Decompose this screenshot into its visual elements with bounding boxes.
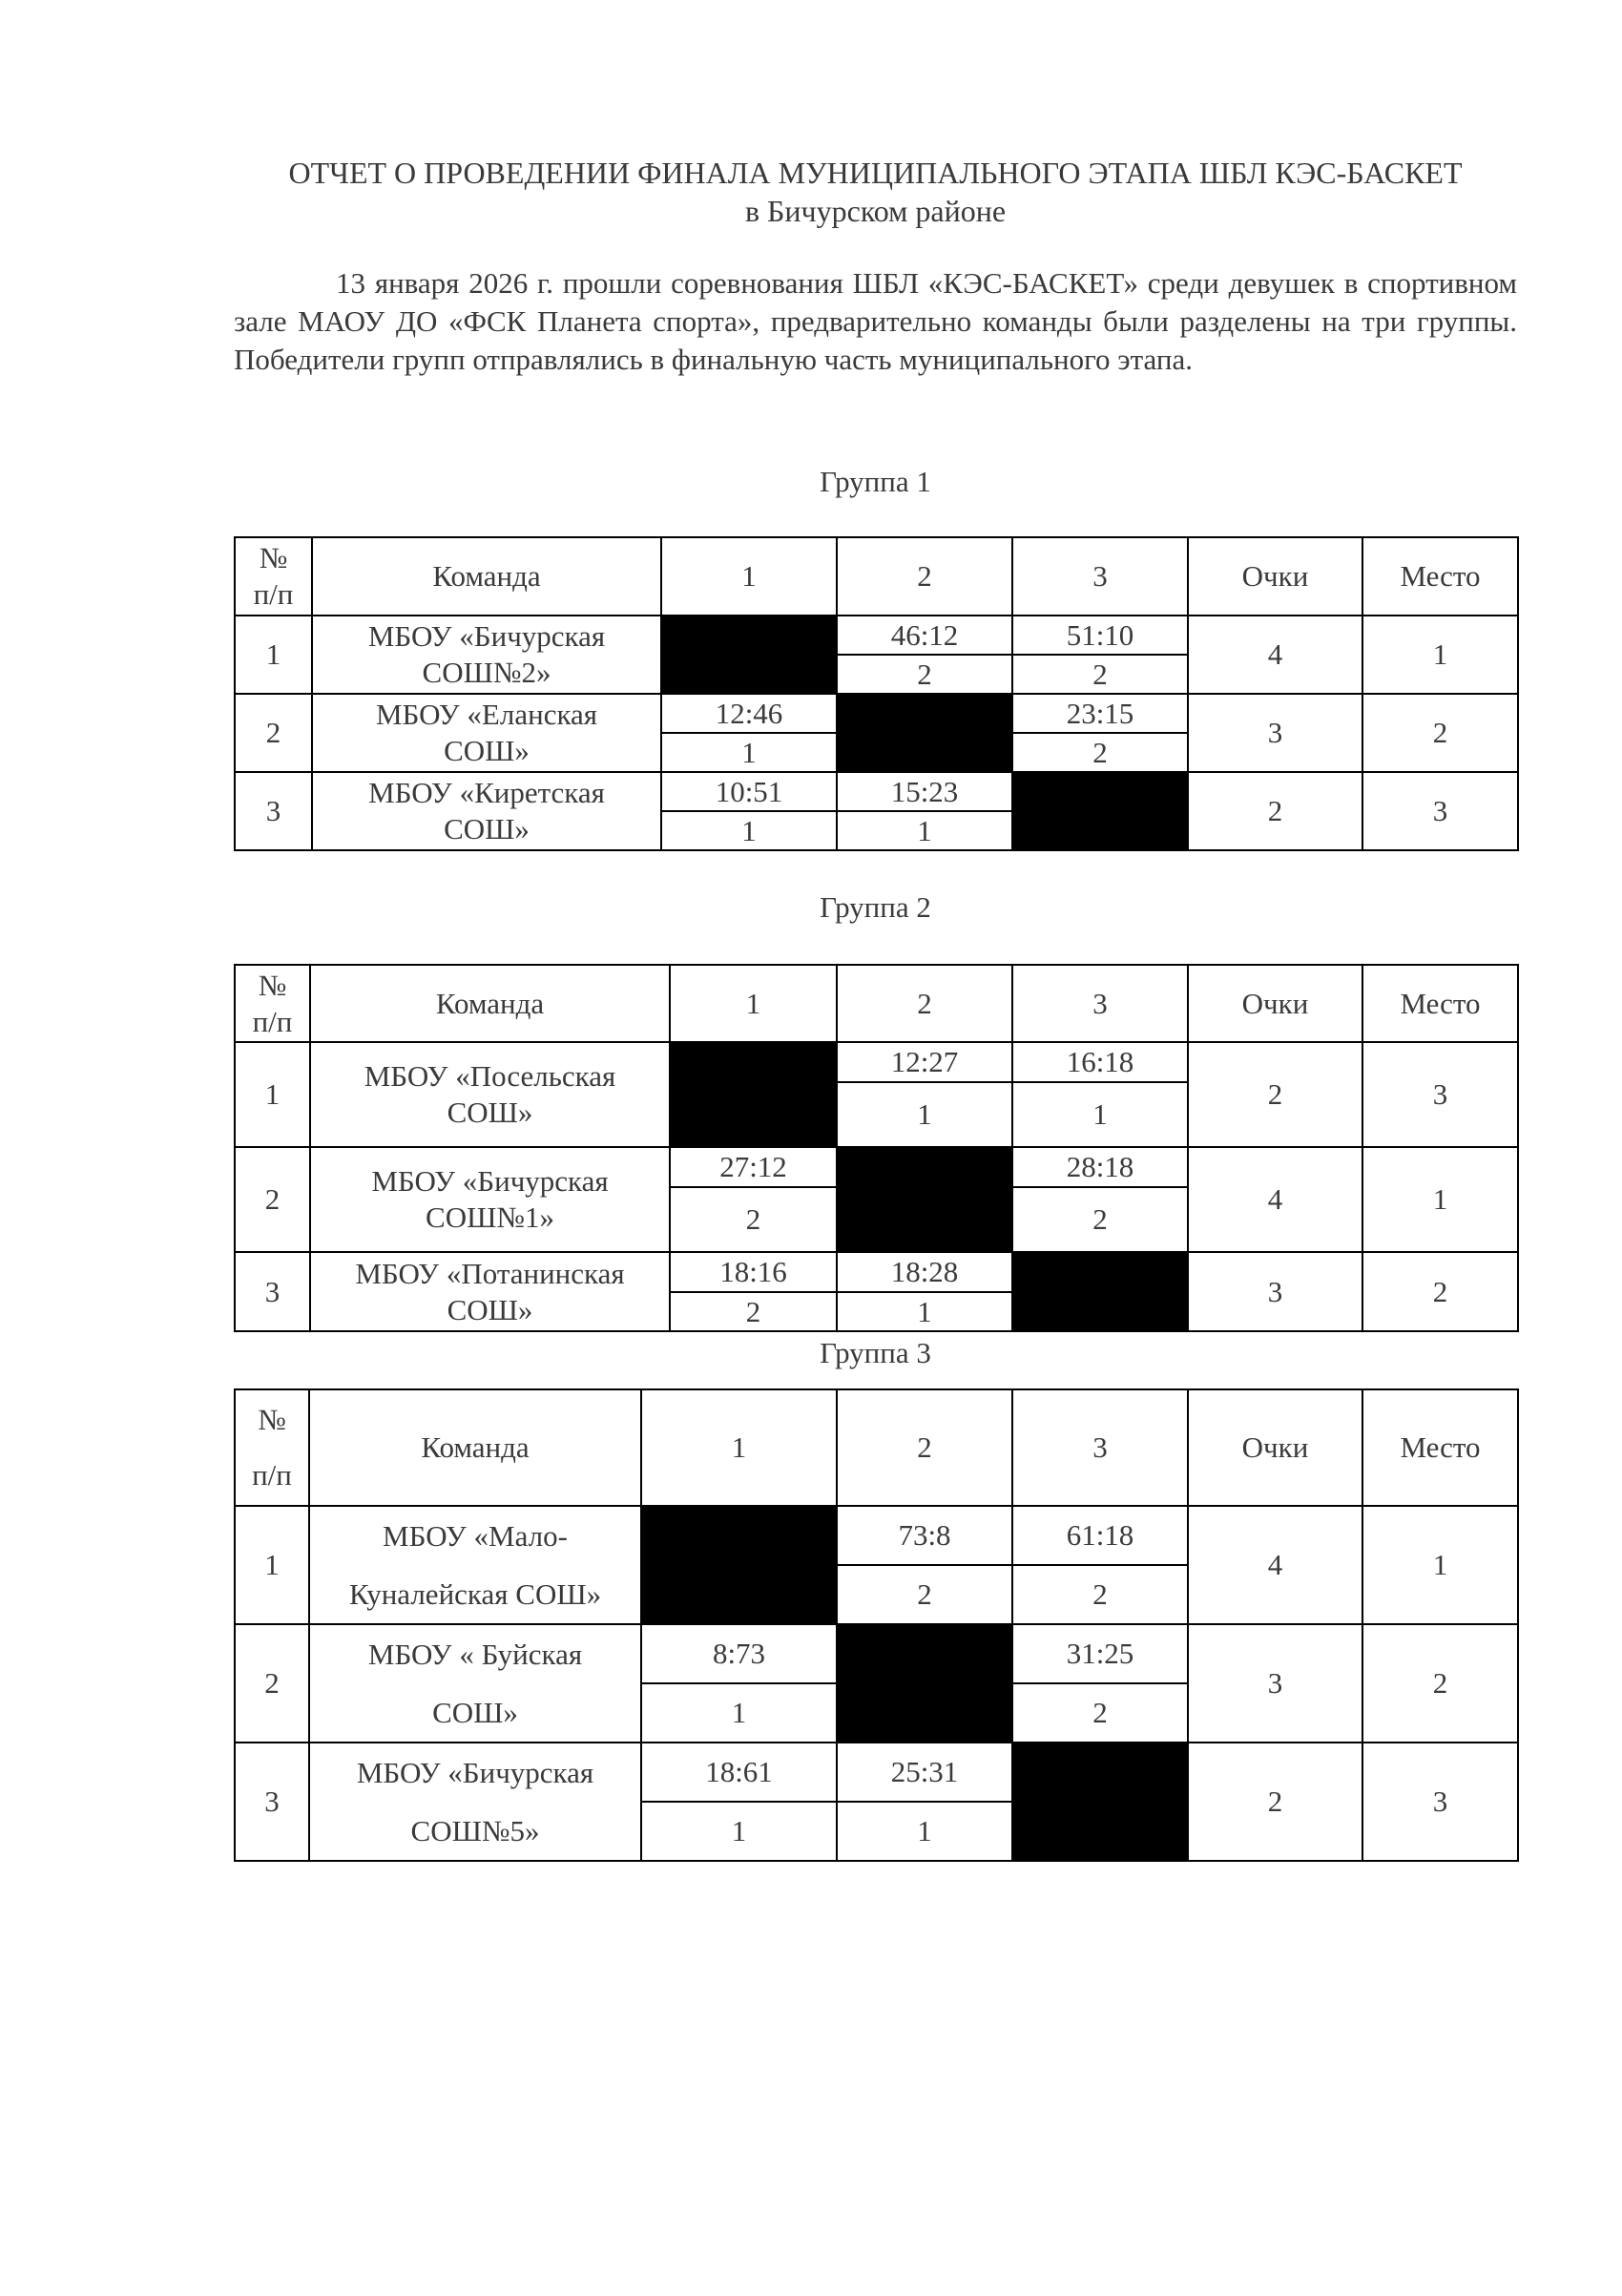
match-score: 18:28 bbox=[837, 1252, 1012, 1292]
team-place: 3 bbox=[1362, 772, 1518, 850]
team-place: 3 bbox=[1362, 1743, 1518, 1861]
match-points: 1 bbox=[837, 1082, 1012, 1147]
header-col-2: 2 bbox=[837, 1389, 1012, 1506]
team-name: МБОУ « Буйская СОШ» bbox=[309, 1624, 641, 1743]
match-points: 1 bbox=[661, 811, 837, 850]
team-place: 2 bbox=[1362, 694, 1518, 772]
table-row bbox=[235, 1743, 1518, 1802]
match-score: 73:8 bbox=[837, 1506, 1012, 1565]
team-points: 3 bbox=[1188, 694, 1362, 772]
match-points: 2 bbox=[837, 1565, 1012, 1624]
group-3-table bbox=[234, 1388, 1519, 1862]
self-match-cell bbox=[837, 1624, 1012, 1743]
header-num: № п/п bbox=[235, 1389, 309, 1506]
table-header-row bbox=[235, 965, 1518, 1042]
table-row bbox=[235, 1042, 1518, 1082]
team-points: 4 bbox=[1188, 616, 1362, 694]
team-points: 2 bbox=[1188, 772, 1362, 850]
match-points: 1 bbox=[837, 1292, 1012, 1331]
header-col-2: 2 bbox=[837, 965, 1012, 1042]
match-score: 12:27 bbox=[837, 1042, 1012, 1082]
header-col-3: 3 bbox=[1012, 965, 1188, 1042]
team-points: 2 bbox=[1188, 1743, 1362, 1861]
match-score: 18:16 bbox=[670, 1252, 837, 1292]
match-score: 10:51 bbox=[661, 772, 837, 811]
row-num: 1 bbox=[235, 1506, 309, 1624]
team-place: 1 bbox=[1362, 1147, 1518, 1252]
match-score: 46:12 bbox=[837, 616, 1012, 655]
header-place: Место bbox=[1362, 537, 1518, 616]
match-score: 31:25 bbox=[1012, 1624, 1188, 1683]
team-points: 4 bbox=[1188, 1506, 1362, 1624]
team-name: МБОУ «Потанинская СОШ» bbox=[310, 1252, 670, 1331]
team-name: МБОУ «Еланская СОШ» bbox=[312, 694, 661, 772]
row-num: 2 bbox=[235, 1147, 310, 1252]
table-row bbox=[235, 1506, 1518, 1565]
match-points: 2 bbox=[1012, 733, 1188, 772]
self-match-cell bbox=[670, 1042, 837, 1147]
match-points: 1 bbox=[661, 733, 837, 772]
team-name: МБОУ «Бичурская СОШ№2» bbox=[312, 616, 661, 694]
group-2-title: Группа 2 bbox=[820, 890, 931, 924]
row-num: 3 bbox=[235, 1252, 310, 1331]
match-score: 27:12 bbox=[670, 1147, 837, 1187]
header-team: Команда bbox=[309, 1389, 641, 1506]
team-name: МБОУ «Бичурская СОШ№1» bbox=[310, 1147, 670, 1252]
team-place: 2 bbox=[1362, 1252, 1518, 1331]
match-score: 28:18 bbox=[1012, 1147, 1188, 1187]
team-points: 3 bbox=[1188, 1252, 1362, 1331]
team-place: 1 bbox=[1362, 1506, 1518, 1624]
match-score: 61:18 bbox=[1012, 1506, 1188, 1565]
match-points: 1 bbox=[837, 811, 1012, 850]
row-num: 1 bbox=[235, 616, 312, 694]
match-points: 2 bbox=[1012, 1187, 1188, 1252]
team-place: 3 bbox=[1362, 1042, 1518, 1147]
intro-paragraph: 13 января 2026 г. прошли соревнования ШБЛ «КЭС-БАСКЕТ» среди девушек в спортивном зале МАОУ ДО «ФСК Планета спорта», предварительно команды были разделены на три группы. Победители групп отправлялись в финальную часть муниципального этапа. bbox=[234, 266, 1517, 376]
header-points: Очки bbox=[1188, 1389, 1362, 1506]
table-row bbox=[235, 1624, 1518, 1683]
self-match-cell bbox=[661, 616, 837, 694]
table-header-row bbox=[235, 1389, 1518, 1506]
row-num: 1 bbox=[235, 1042, 310, 1147]
self-match-cell bbox=[641, 1506, 837, 1624]
team-points: 3 bbox=[1188, 1624, 1362, 1743]
header-place: Место bbox=[1362, 1389, 1518, 1506]
match-points: 2 bbox=[1012, 1683, 1188, 1743]
row-num: 2 bbox=[235, 694, 312, 772]
row-num: 2 bbox=[235, 1624, 309, 1743]
match-points: 1 bbox=[837, 1802, 1012, 1861]
match-points: 1 bbox=[1012, 1082, 1188, 1147]
match-score: 16:18 bbox=[1012, 1042, 1188, 1082]
table-row bbox=[235, 1252, 1518, 1292]
self-match-cell bbox=[1012, 772, 1188, 850]
match-points: 1 bbox=[641, 1802, 837, 1861]
header-team: Команда bbox=[312, 537, 661, 616]
header-points: Очки bbox=[1188, 965, 1362, 1042]
match-points: 2 bbox=[1012, 655, 1188, 694]
team-points: 2 bbox=[1188, 1042, 1362, 1147]
header-col-1: 1 bbox=[661, 537, 837, 616]
report-subtitle: в Бичурском районе bbox=[744, 194, 1007, 228]
header-col-1: 1 bbox=[641, 1389, 837, 1506]
team-points: 4 bbox=[1188, 1147, 1362, 1252]
header-place: Место bbox=[1362, 965, 1518, 1042]
group-1-title: Группа 1 bbox=[820, 465, 931, 498]
team-place: 2 bbox=[1362, 1624, 1518, 1743]
team-name: МБОУ «Мало- Куналейская СОШ» bbox=[309, 1506, 641, 1624]
match-score: 51:10 bbox=[1012, 616, 1188, 655]
header-col-3: 3 bbox=[1012, 537, 1188, 616]
self-match-cell bbox=[1012, 1743, 1188, 1861]
team-place: 1 bbox=[1362, 616, 1518, 694]
table-row bbox=[235, 616, 1518, 655]
match-points: 2 bbox=[837, 655, 1012, 694]
team-name: МБОУ «Киретская СОШ» bbox=[312, 772, 661, 850]
header-col-3: 3 bbox=[1012, 1389, 1188, 1506]
group-3-title: Группа 3 bbox=[820, 1336, 931, 1369]
table-header-row bbox=[235, 537, 1518, 616]
table-row bbox=[235, 772, 1518, 811]
self-match-cell bbox=[837, 694, 1012, 772]
group-1-table bbox=[234, 536, 1519, 851]
row-num: 3 bbox=[235, 772, 312, 850]
match-score: 8:73 bbox=[641, 1624, 837, 1683]
report-title: ОТЧЕТ О ПРОВЕДЕНИИ ФИНАЛА МУНИЦИПАЛЬНОГО ЭТАПА ШБЛ КЭС-БАСКЕТ bbox=[288, 156, 1463, 190]
team-name: МБОУ «Посельская СОШ» bbox=[310, 1042, 670, 1147]
match-points: 2 bbox=[1012, 1565, 1188, 1624]
match-score: 25:31 bbox=[837, 1743, 1012, 1802]
match-points: 2 bbox=[670, 1187, 837, 1252]
match-points: 2 bbox=[670, 1292, 837, 1331]
header-col-1: 1 bbox=[670, 965, 837, 1042]
header-points: Очки bbox=[1188, 537, 1362, 616]
header-num: № п/п bbox=[235, 537, 312, 616]
match-score: 12:46 bbox=[661, 694, 837, 733]
header-team: Команда bbox=[310, 965, 670, 1042]
match-points: 1 bbox=[641, 1683, 837, 1743]
header-num: № п/п bbox=[235, 965, 310, 1042]
match-score: 18:61 bbox=[641, 1743, 837, 1802]
self-match-cell bbox=[837, 1147, 1012, 1252]
group-2-table bbox=[234, 964, 1519, 1332]
row-num: 3 bbox=[235, 1743, 309, 1861]
table-row bbox=[235, 1147, 1518, 1187]
header-col-2: 2 bbox=[837, 537, 1012, 616]
team-name: МБОУ «Бичурская СОШ№5» bbox=[309, 1743, 641, 1861]
table-row bbox=[235, 694, 1518, 733]
match-score: 23:15 bbox=[1012, 694, 1188, 733]
self-match-cell bbox=[1012, 1252, 1188, 1331]
match-score: 15:23 bbox=[837, 772, 1012, 811]
